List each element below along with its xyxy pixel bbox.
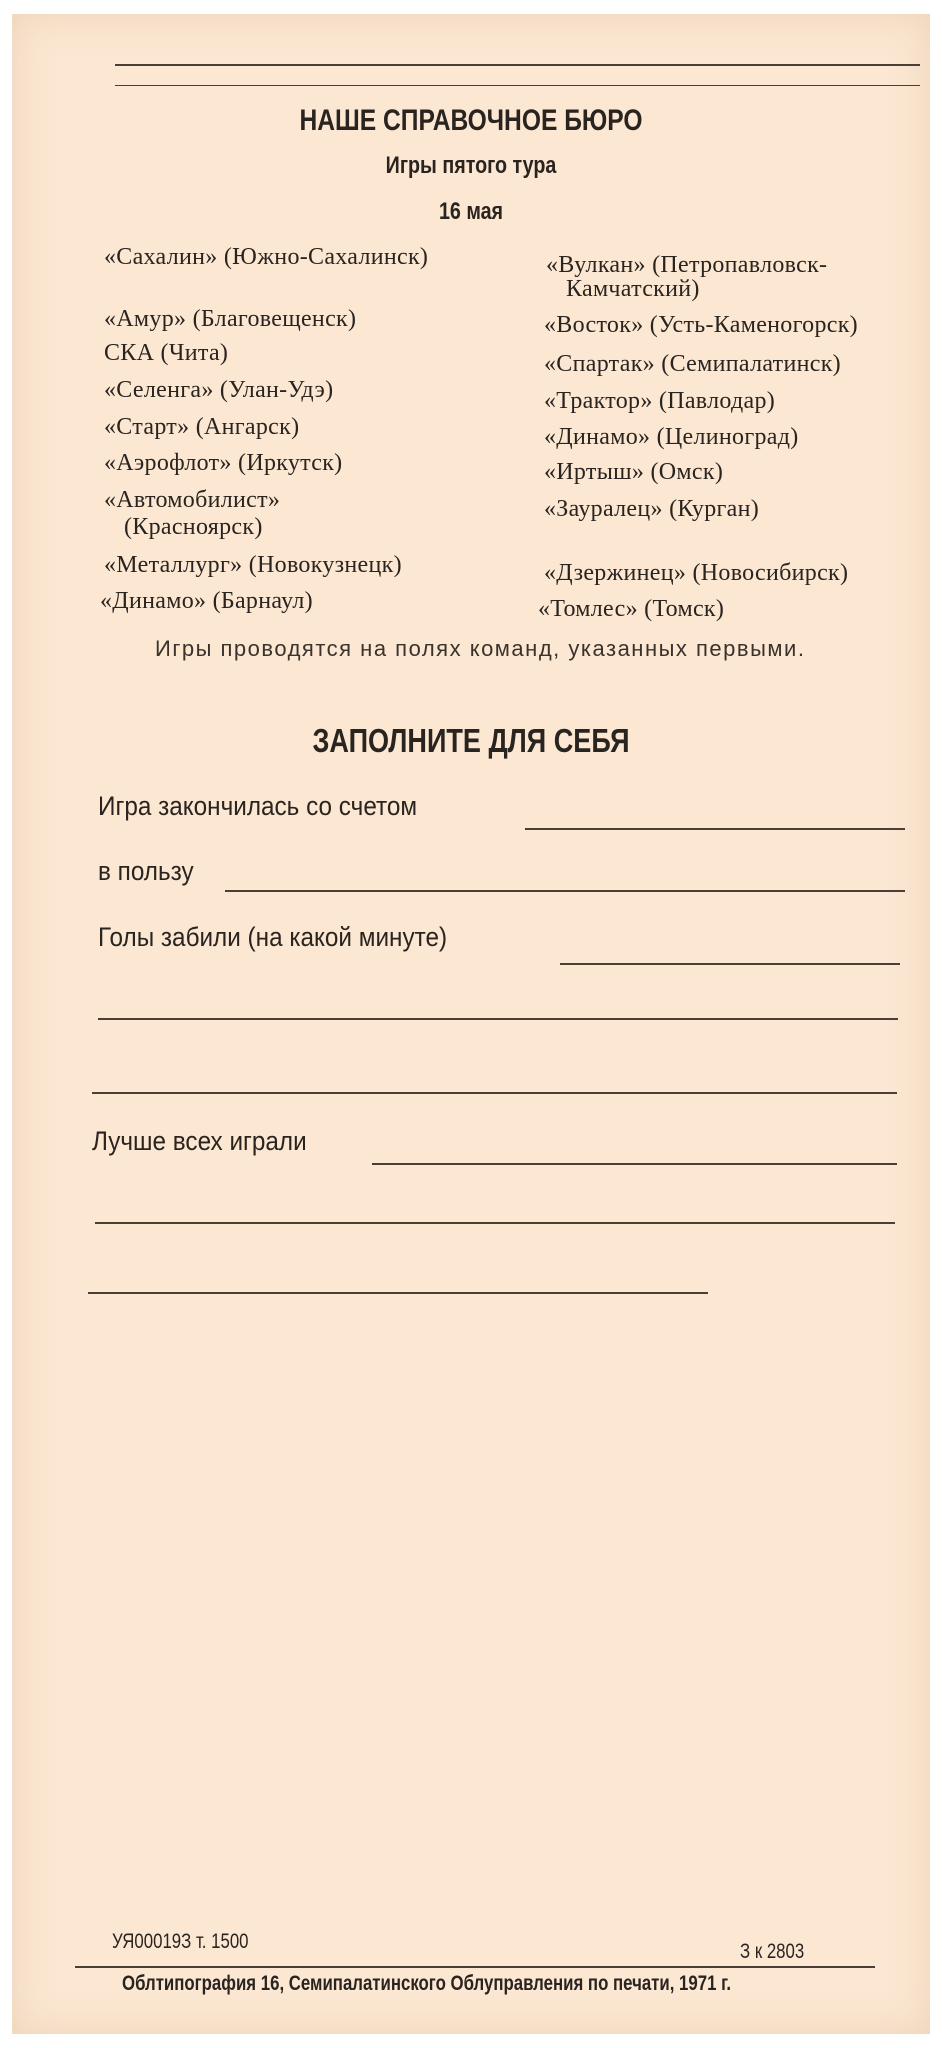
game-item: «Металлург» (Новокузнецк) <box>104 552 402 578</box>
print-code: УЯ00019З т. 1500 <box>112 1930 249 1953</box>
best-line-3[interactable] <box>88 1292 708 1294</box>
game-item: «Амур» (Благовещенск) <box>104 306 357 332</box>
game-item: «Селенга» (Улан-Удэ) <box>104 377 334 403</box>
game-item: СКА (Чита) <box>104 340 229 366</box>
game-item: «Сахалин» (Южно-Сахалинск) <box>104 244 429 270</box>
best-label: Лучше всех играли <box>92 1126 307 1156</box>
game-item: «Автомобилист» <box>104 487 281 513</box>
subtitle: Игры пятого тура <box>385 152 557 179</box>
best-line[interactable] <box>372 1163 897 1165</box>
game-item: «Аэрофлот» (Иркутск) <box>104 450 343 476</box>
game-item: «Трактор» (Павлодар) <box>544 388 776 414</box>
top-rule <box>115 64 920 66</box>
game-item: «Восток» (Усть-Каменогорск) <box>544 312 858 338</box>
page-title: НАШЕ СПРАВОЧНОЕ БЮРО <box>299 104 643 137</box>
goals-line-3[interactable] <box>92 1092 897 1094</box>
order-number: З к 2803 <box>740 1940 805 1963</box>
game-item: «Дзержинец» (Новосибирск) <box>544 560 849 586</box>
game-item-continued: Камчатский) <box>566 276 700 302</box>
game-item: «Зауралец» (Курган) <box>544 496 760 522</box>
game-item: «Динамо» (Барнаул) <box>100 588 313 614</box>
score-line[interactable] <box>525 828 905 830</box>
game-item: «Старт» (Ангарск) <box>104 414 300 440</box>
date: 16 мая <box>438 198 504 225</box>
game-item: «Спартак» (Семипалатинск) <box>544 351 841 377</box>
top-rule-2 <box>115 85 920 86</box>
printer-imprint: Облтипография 16, Семипалатинского Облуправления по печати, 1971 г. <box>122 1972 732 1995</box>
favor-line[interactable] <box>225 890 905 892</box>
game-item: «Динамо» (Целиноград) <box>544 424 799 450</box>
venue-note: Игры проводятся на полях команд, указанных первыми. <box>155 636 806 661</box>
score-label: Игра закончилась со счетом <box>98 791 418 821</box>
favor-label: в пользу <box>98 856 194 886</box>
goals-label: Голы забили (на какой минуте) <box>98 922 448 952</box>
game-item: «Иртыш» (Омск) <box>544 459 724 485</box>
best-line-2[interactable] <box>95 1222 895 1224</box>
game-item: «Вулкан» (Петропавловск- <box>546 252 828 278</box>
game-item: «Томлес» (Томск) <box>538 596 725 622</box>
form-heading: ЗАПОЛНИТЕ ДЛЯ СЕБЯ <box>312 722 630 759</box>
goals-line[interactable] <box>560 963 900 965</box>
footer-rule <box>75 1966 875 1968</box>
goals-line-2[interactable] <box>98 1018 898 1020</box>
game-item-continued: (Красноярск) <box>124 514 263 540</box>
